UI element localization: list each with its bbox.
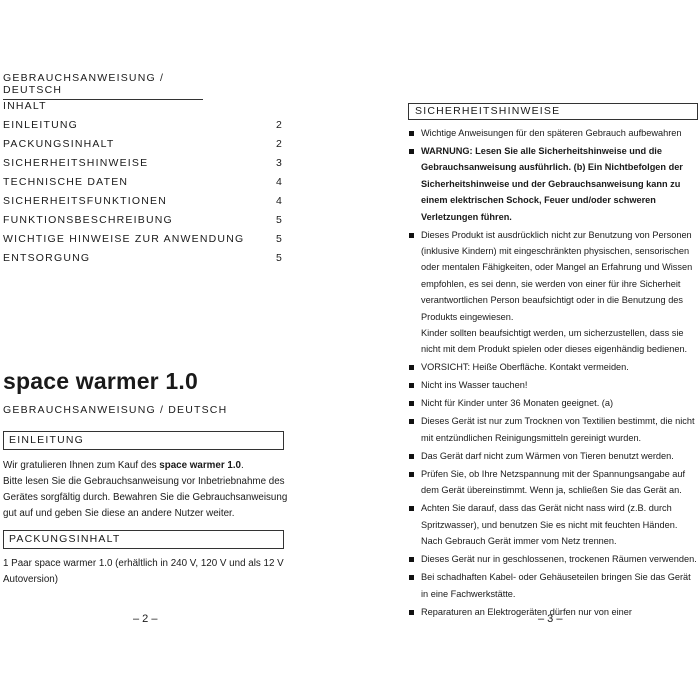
section-heading-packungsinhalt: PACKUNGSINHALT — [3, 530, 284, 549]
square-bullet-icon — [409, 557, 414, 562]
toc-item-label: SICHERHEITSHINWEISE — [3, 157, 149, 169]
toc-item — [3, 119, 288, 138]
square-bullet-icon — [409, 383, 414, 388]
toc-item-page: 2 — [276, 119, 284, 131]
toc-item — [3, 157, 288, 176]
safety-item-text: Nicht ins Wasser tauchen! — [421, 380, 528, 391]
square-bullet-icon — [409, 575, 414, 580]
safety-item-text: Wichtige Anweisungen für den späteren Gebrauch aufbewahren — [421, 128, 682, 138]
toc-item — [3, 214, 288, 233]
safety-list — [408, 125, 698, 622]
toc-item-label: FUNKTIONSBESCHREIBUNG — [3, 214, 173, 226]
safety-item — [408, 500, 698, 549]
intro-product-name: space warmer 1.0 — [159, 460, 241, 471]
intro-paragraph — [3, 458, 293, 522]
square-bullet-icon — [409, 149, 414, 154]
toc-item-page: 5 — [276, 233, 284, 245]
square-bullet-icon — [409, 454, 414, 459]
safety-item-text: Reparaturen an Elektrogeräten dürfen nur von einer — [421, 606, 632, 617]
safety-item-text: VORSICHT: Heiße Oberfläche. Kontakt vermeiden. — [421, 362, 629, 373]
page-number-right: – 3 – — [538, 613, 563, 625]
package-contents-paragraph: 1 Paar space warmer 1.0 (erhältlich in 240 V, 120 V und als 12 V Autoversion) — [3, 558, 284, 585]
toc-item — [3, 195, 288, 214]
intro-text-after: . Bitte lesen Sie die Gebrauchsanweisung vor Inbetriebnahme des Gerätes sorgfältig durch. Bewahren Sie die Gebrauchsanweisung gut auf und geben Sie diese an andere Nutzer weiter. — [3, 460, 288, 519]
safety-item-text: Bei schadhaften Kabel- oder Gehäuseteilen bringen Sie das Gerät in eine Fachwerkstätte. — [421, 572, 691, 599]
square-bullet-icon — [409, 365, 414, 370]
safety-item — [408, 395, 698, 411]
safety-item-warning — [408, 143, 698, 225]
safety-item-text: Dieses Gerät nur in geschlossenen, trockenen Räumen verwenden. — [421, 554, 697, 565]
safety-item-text: Das Gerät darf nicht zum Wärmen von Tieren benutzt werden. — [421, 450, 674, 461]
toc-item — [3, 176, 288, 195]
square-bullet-icon — [409, 506, 414, 511]
toc-item — [3, 252, 288, 271]
safety-item-text: Dieses Produkt ist ausdrücklich nicht zur Benutzung von Personen (inklusive Kindern) mit eingeschränkten physischen, sensorischen oder mentalen Fähigkeiten, oder Mangel an Erfahrung und Wissen empfohlen, es sei denn, sie werden von einer für ihre Sicherheit verantwortlichen Person beaufsichtigt oder in die Benutzung des Produkts eingewiesen. Kinder sollten beaufsichtigt werden, um sicherzustellen, dass sie nicht mit dem Produkt spielen oder dieses eigenhändig bedienen. — [421, 229, 693, 355]
document-subtitle: GEBRAUCHSANWEISUNG / DEUTSCH — [3, 404, 228, 416]
safety-item-text: Nicht für Kinder unter 36 Monaten geeignet. (a) — [421, 398, 614, 409]
toc-item-label: ENTSORGUNG — [3, 252, 91, 264]
safety-item-text: Prüfen Sie, ob Ihre Netzspannung mit der Spannungsangabe auf dem Gerät übereinstimmt. Wenn ja, schließen Sie das Gerät an. — [421, 468, 686, 496]
square-bullet-icon — [409, 610, 414, 615]
section-heading-einleitung: EINLEITUNG — [3, 431, 284, 450]
safety-item-text: Dieses Gerät ist nur zum Trocknen von Textilien bestimmt, die nicht mit entzündlichen Reinigungsmitteln gereinigt wurden. — [421, 416, 695, 443]
toc-item-page: 4 — [276, 195, 284, 207]
safety-item — [408, 413, 698, 446]
safety-item-text: Achten Sie darauf, dass das Gerät nicht nass wird (z.B. durch Spritzwasser), und benutzen Sie es nicht mit feuchten Händen. Nach Gebrauch Gerät immer vom Netz trennen. — [421, 503, 678, 547]
table-of-contents — [3, 119, 288, 271]
safety-item — [408, 359, 698, 375]
toc-item-page: 3 — [276, 157, 284, 169]
toc-item-page: 5 — [276, 252, 284, 264]
toc-item-page: 2 — [276, 138, 284, 150]
safety-item — [408, 466, 698, 499]
page-number-left: – 2 – — [133, 613, 158, 625]
safety-item — [408, 569, 698, 602]
safety-item — [408, 125, 698, 141]
square-bullet-icon — [409, 419, 414, 424]
toc-title: INHALT — [3, 100, 47, 112]
toc-item-label: PACKUNGSINHALT — [3, 138, 115, 150]
safety-item — [408, 448, 698, 464]
toc-item-page: 4 — [276, 176, 284, 188]
safety-item — [408, 227, 698, 358]
safety-item — [408, 551, 698, 567]
toc-item-label: TECHNISCHE DATEN — [3, 176, 129, 188]
toc-item-label: SICHERHEITSFUNKTIONEN — [3, 195, 168, 207]
safety-item-text: WARNUNG: Lesen Sie alle Sicherheitshinweise und die Gebrauchsanweisung ausführlich. (b) Ein Nichtbefolgen der Sicherheitshinweise und der Gebrauchsanweisung kann zu einem elektrischen Schock, Feuer und/oder schweren Verletzungen führen. — [421, 146, 683, 222]
product-title: space warmer 1.0 — [3, 368, 198, 394]
toc-item-label: EINLEITUNG — [3, 119, 79, 131]
intro-text-before: Wir gratulieren Ihnen zum Kauf des — [3, 460, 160, 471]
square-bullet-icon — [409, 233, 414, 238]
safety-item — [408, 377, 698, 393]
section-heading-sicherheitshinweise: SICHERHEITSHINWEISE — [408, 103, 698, 120]
toc-item — [3, 233, 288, 252]
toc-item-label: WICHTIGE HINWEISE ZUR ANWENDUNG — [3, 233, 245, 245]
square-bullet-icon — [409, 401, 414, 406]
toc-item-page: 5 — [276, 214, 284, 226]
page-header: GEBRAUCHSANWEISUNG / DEUTSCH — [3, 72, 203, 100]
square-bullet-icon — [409, 131, 414, 136]
toc-item — [3, 138, 288, 157]
square-bullet-icon — [409, 472, 414, 477]
